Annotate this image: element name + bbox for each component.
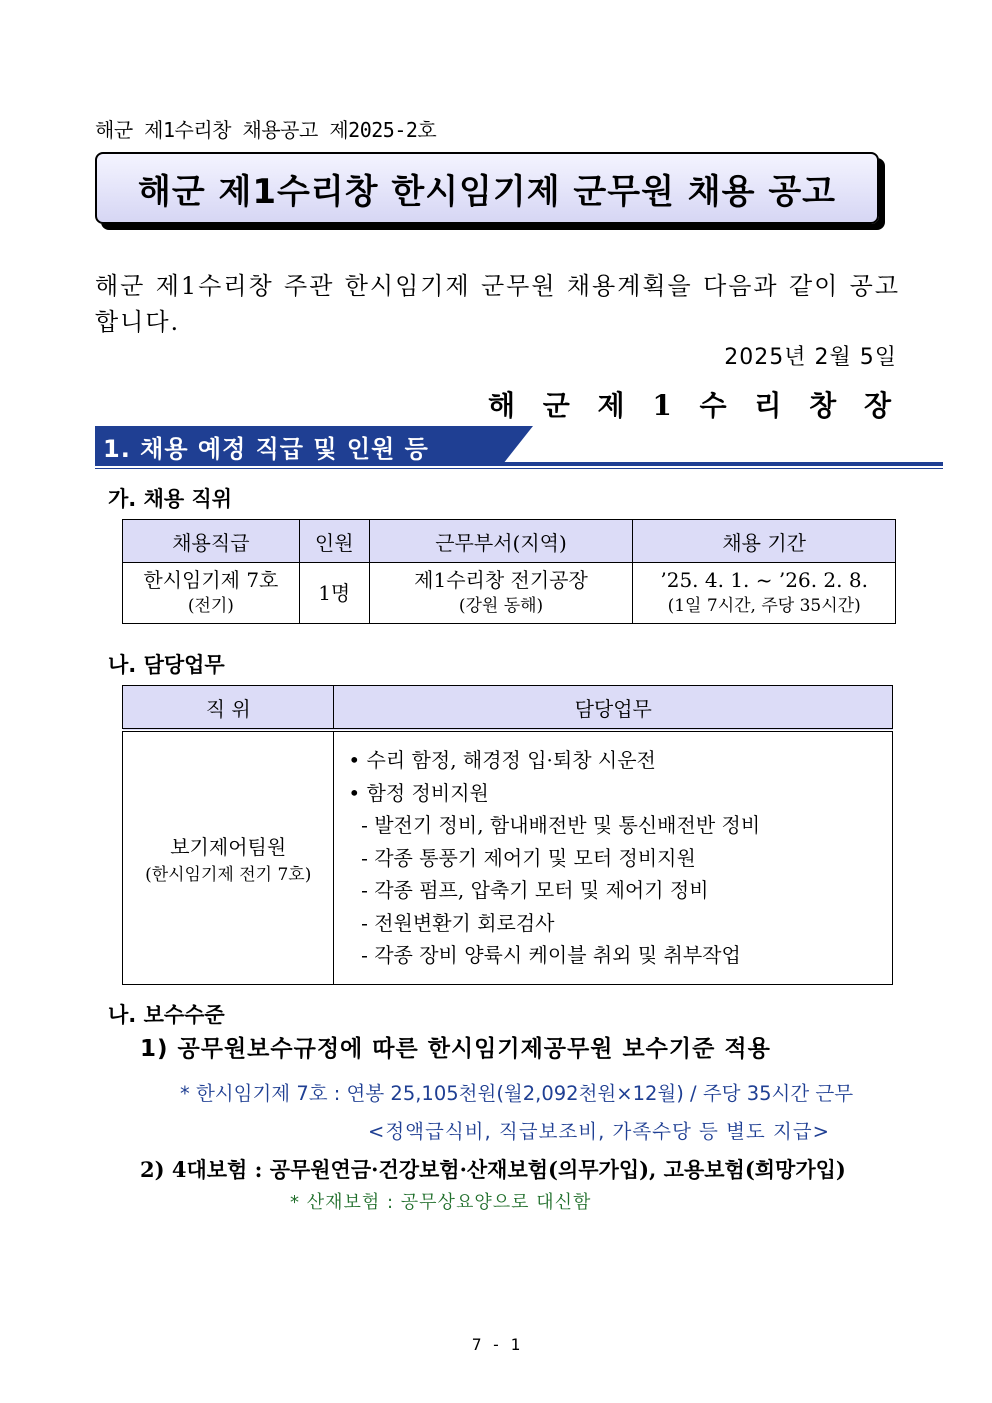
announcement-date: 2025년 2월 5일 (724, 345, 897, 370)
cell-grade (123, 563, 300, 624)
dept-sub-text: (강원 동해) (458, 596, 544, 616)
header-position: 직 위 (123, 686, 334, 731)
subsection-title-a: 가. 채용 직위 (108, 487, 233, 511)
table-header-row (123, 520, 896, 563)
pay-item-2: 2) 4대보험 : 공무원연금·건강보험·산재보험(의무가입), 고용보험(희망가입) (140, 1157, 846, 1182)
duty-item: - 전원변환기 회로검사 (348, 910, 555, 935)
header-duty: 담당업무 (334, 686, 893, 731)
pay-note-salary: * 한시임기제 7호 : 연봉 25,105천원(월2,092천원×12월) / 주당 35시간 근무 (180, 1082, 854, 1105)
dept-text: 제1수리창 전기공장 (414, 568, 588, 592)
position-text: 보기제어팀원 (170, 835, 287, 859)
table-header-row (123, 686, 893, 731)
position-table (122, 519, 896, 624)
table-row (123, 730, 893, 985)
section-underline-thin (95, 468, 943, 469)
section-heading (95, 426, 943, 468)
grade-sub-text: (전기) (187, 596, 234, 616)
subsection-title-c: 나. 보수수준 (108, 1003, 225, 1027)
page-title-box (95, 152, 879, 224)
section-title: 1. 채용 예정 직급 및 인원 등 (103, 435, 429, 463)
duty-item: • 수리 함정, 해경정 입·퇴창 시운전 (348, 748, 656, 773)
cell-count: 1명 (299, 563, 369, 624)
cell-dept (369, 563, 633, 624)
period-sub-text: (1일 7시간, 주당 35시간) (667, 596, 861, 616)
intro-text: 해군 제1수리창 주관 한시임기제 군무원 채용계획을 다음과 같이 공고합니다. (95, 272, 900, 336)
announcement-number: 해군 제1수리창 채용공고 제2025-2호 (95, 118, 437, 142)
cell-position (123, 730, 334, 985)
duty-item: - 각종 통풍기 제어기 및 모터 정비지원 (348, 845, 696, 870)
pay-note-insurance: * 산재보험 : 공무상요양으로 대신함 (290, 1192, 592, 1213)
pay-note-allowances: <정액급식비, 직급보조비, 가족수당 등 별도 지급> (368, 1120, 830, 1143)
header-count: 인원 (299, 520, 369, 563)
cell-duties (334, 730, 893, 985)
period-text: ’25. 4. 1. ~ ’26. 2. 8. (660, 568, 868, 592)
duty-table (122, 685, 893, 985)
grade-text: 한시임기제 7호 (143, 568, 279, 592)
duty-item: • 함정 정비지원 (348, 780, 489, 805)
duty-item: - 각종 펌프, 압축기 모터 및 제어기 정비 (348, 878, 709, 903)
pay-item-1: 1) 공무원보수규정에 따른 한시임기제공무원 보수기준 적용 (140, 1036, 771, 1062)
cell-period (633, 563, 896, 624)
header-dept: 근무부서(지역) (369, 520, 633, 563)
duty-item: - 각종 장비 양륙시 케이블 취외 및 취부작업 (348, 943, 741, 968)
page-number: 7 - 1 (471, 1335, 521, 1354)
subsection-title-b: 나. 담당업무 (108, 653, 225, 677)
header-grade: 채용직급 (123, 520, 300, 563)
duty-item: - 발전기 정비, 함내배전반 및 통신배전반 정비 (348, 813, 761, 838)
section-band (95, 426, 503, 464)
page-title: 해군 제1수리창 한시임기제 군무원 채용 공고 (137, 171, 837, 212)
section-band-tip (503, 426, 533, 464)
issuer-name: 해 군 제 1 수 리 창 장 (487, 389, 900, 422)
position-sub-text: (한시임기제 전기 7호) (145, 865, 312, 885)
table-row (123, 563, 896, 624)
header-period: 채용 기간 (633, 520, 896, 563)
